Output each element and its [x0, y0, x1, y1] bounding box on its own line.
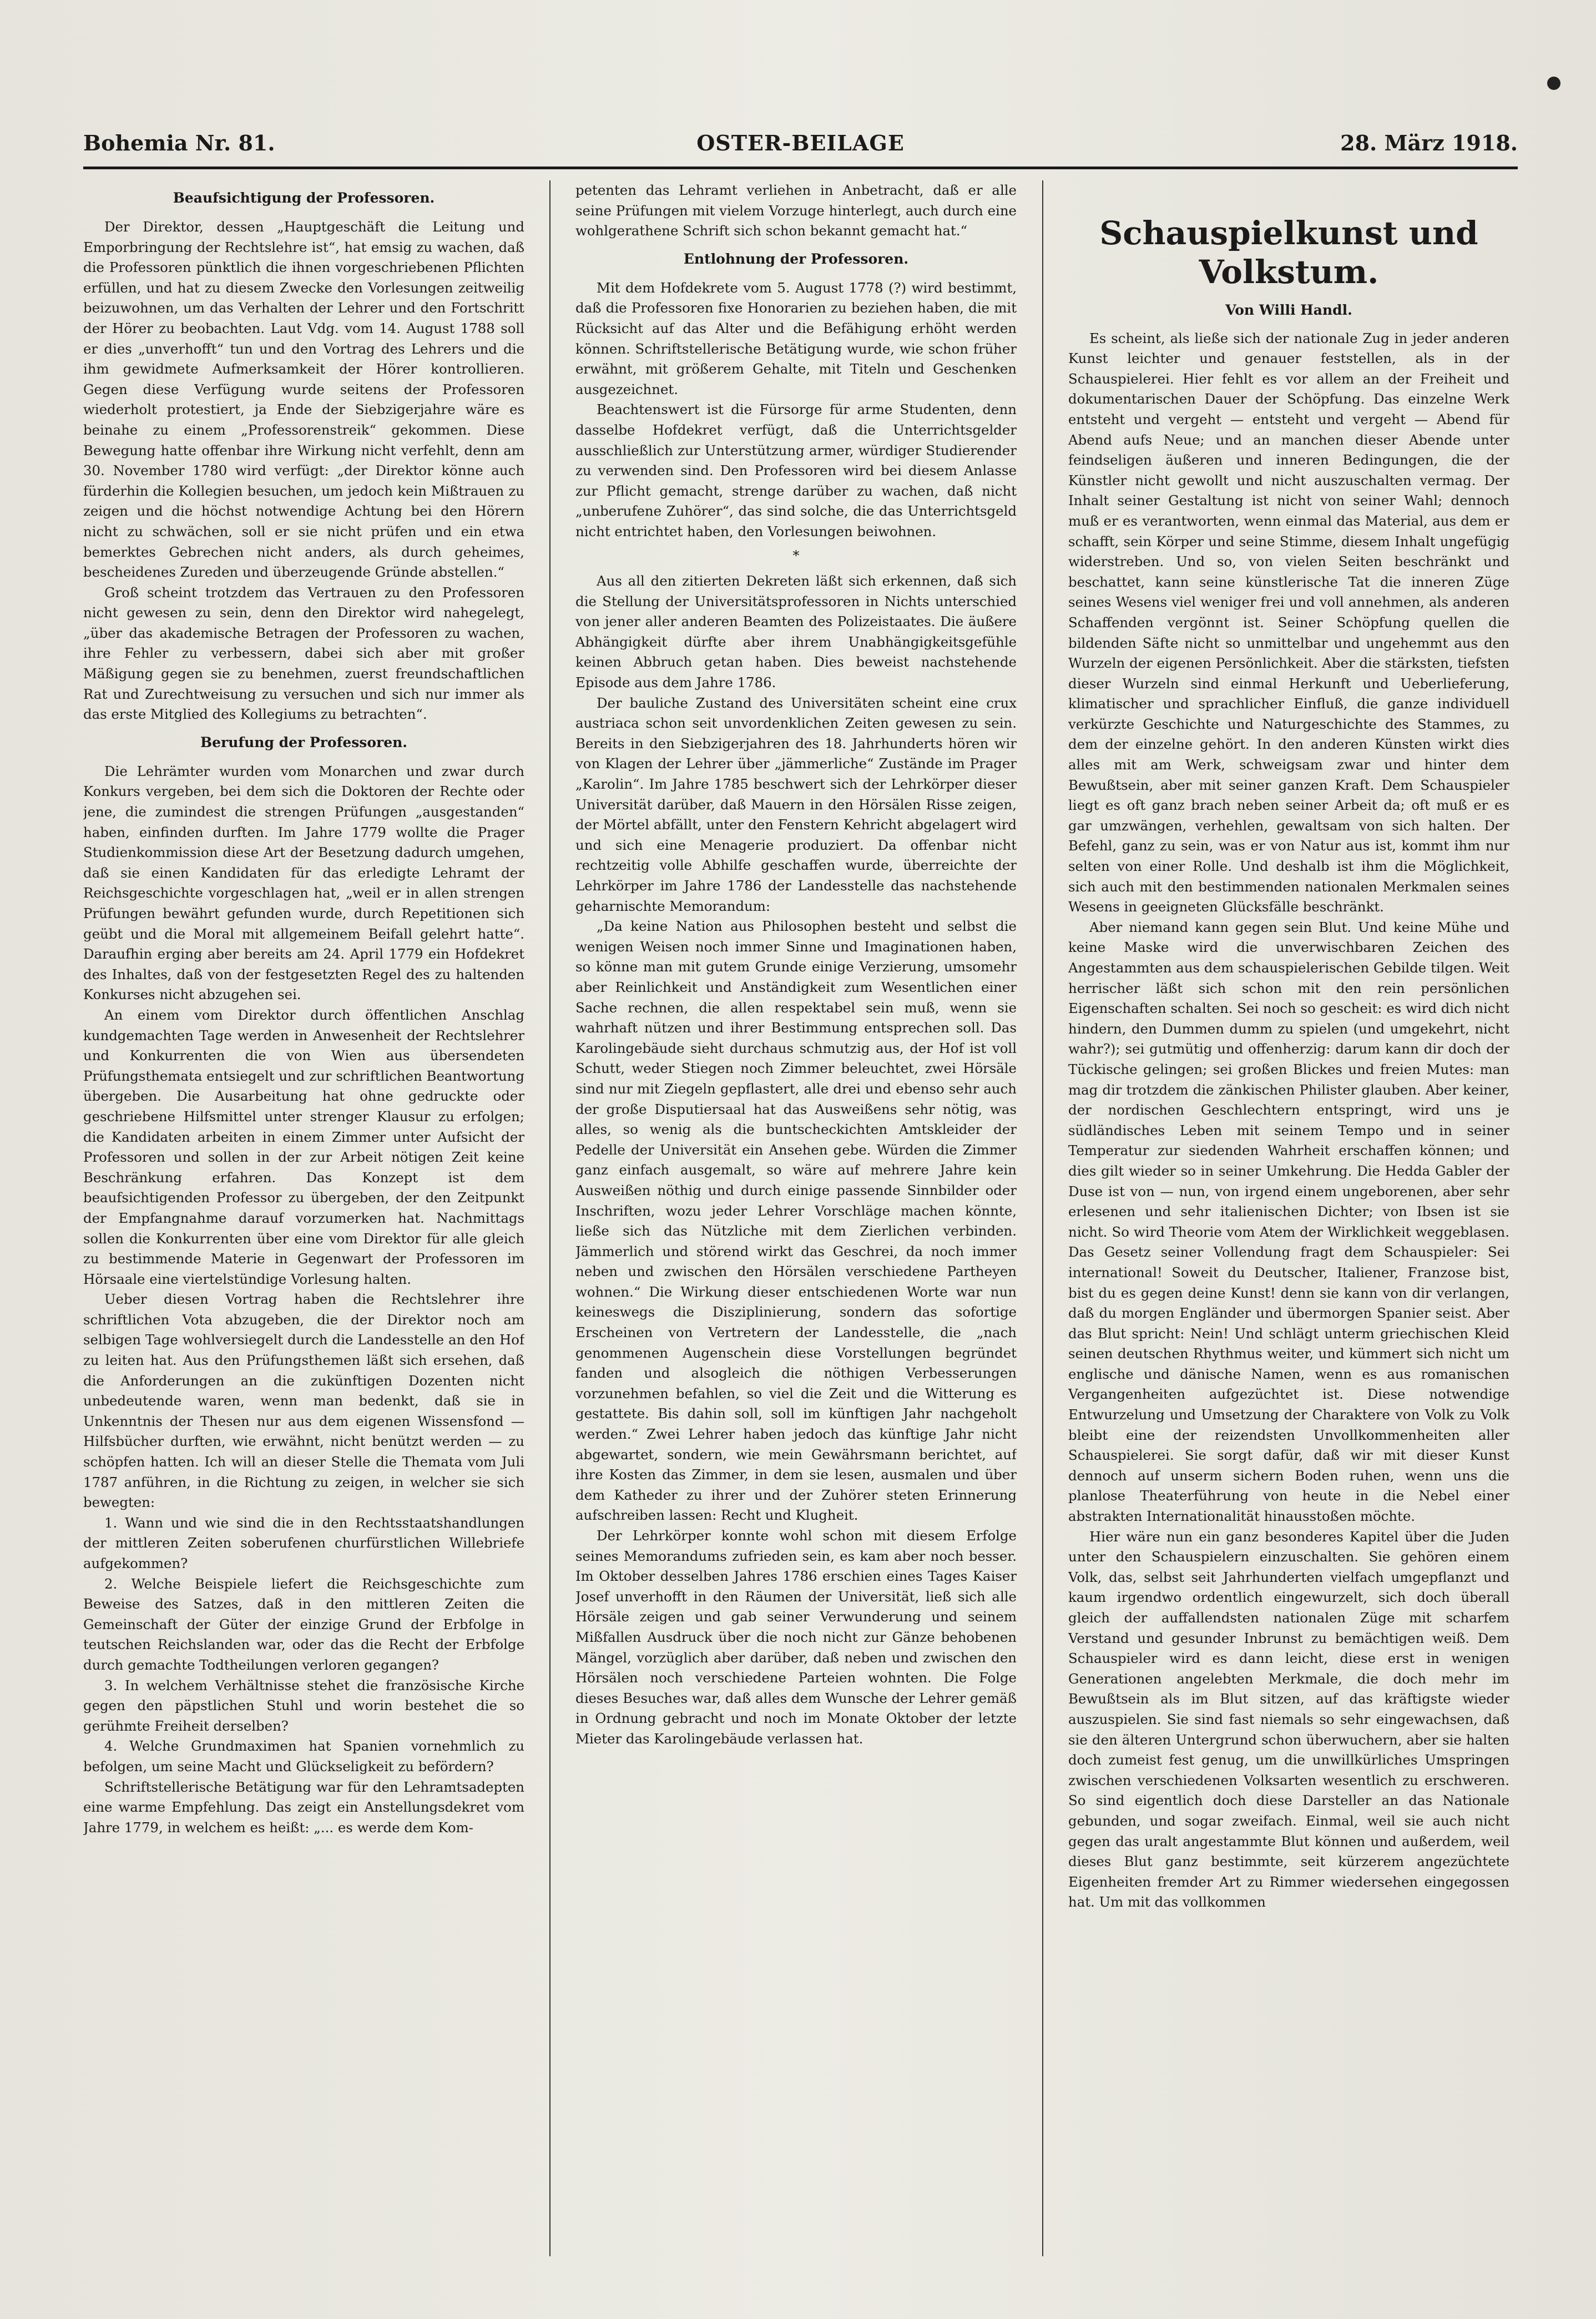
issue-number: Bohemia Nr. 81. [83, 130, 275, 155]
paragraph: Der Direktor, dessen „Hauptgeschäft die Leitung und Emporbringung der Rechtslehre ist“, hat emsig zu wachen, daß die Professoren pünktlich die ihnen vorgeschriebenen Pflichten erfüllen, und hat zu diesem Zwecke den Vorlesungen zeitweilig beizuwohnen, um das Verhalten der Lehrer und den Fortschritt der Hörer zu beobachten. Laut Vdg. vom 14. August 1788 soll er dies „unverhofft“ tun und den Vortrag des Lehrers und die ihm gewidmete Aufmerksamkeit der Hörer kontrollieren. Gegen diese Verfügung wurde seitens der Professoren wiederholt protestiert, ja Ende der Siebzigerjahre wäre es beinahe zu einem „Professorenstreik“ gekommen. Diese Bewegung hatte offenbar ihre Wirkung nicht verfehlt, denn am 30. November 1780 wird verfügt: „der Direktor könne auch fürderhin die Kollegien besuchen, um jedoch kein Mißtrauen zu zeigen und die höchst notwendige Achtung bei den Hörern nicht zu schwächen, soll er sie nicht prüfen und ein etwa bemerktes Gebrechen nicht anders, als durch geheimes, bescheidenes Zureden und überzeugende Gründe abstellen.“ [83, 219, 524, 581]
column-divider [1042, 180, 1043, 2256]
paragraph: An einem vom Direktor durch öffentlichen Anschlag kundgemachten Tage werden in Anwesenheit der Rechtslehrer und Konkurrenten die von Wien aus übersendeten Prüfungsthemata entsiegelt und zur schriftlichen Beantwortung übergeben. Die Ausarbeitung hat ohne gedruckte oder geschriebene Hilfsmittel unter strenger Klausur zu erfolgen; die Kandidaten arbeiten in einem Zimmer unter Aufsicht der Professoren und sollen in der zur Arbeit nötigen Zeit keine Beschränkung erfahren. Das Konzept ist dem beaufsichtigenden Professor zu übergeben, der den Zeitpunkt der Empfangnahme darauf vorzumerken hat. Nachmittags sollen die Konkurrenten über eine vom Direktor für alle gleich zu bestimmende Materie in Gegenwart der Professoren im Hörsaale eine viertelstündige Vorlesung halten. [83, 1006, 524, 1287]
article-title: Schauspielkunst und Volkstum. [1099, 214, 1478, 291]
quotation: „Da keine Nation aus Philosophen besteht und selbst die wenigen Weisen noch immer Sinne und Imaginationen haben, so könne man mit gutem Grunde einige Verzierung, umsomehr aber Reinlichkeit und Anständigkeit zum Wesentlichen einer Sache rechnen, die allen respektabel sein muß, wenn sie wahrhaft nützen und ihrer Bestimmung entsprechen soll. Das Karolingebäude sieht durchaus schmutzig aus, der Hof ist voll Schutt, weder Stiegen noch Zimmer beleuchtet, zwei Hörsäle sind nur mit Ziegeln gepflastert, alle drei und ebenso sehr auch der große Disputiersaal hat das Ausweißens sehr nötig, was alles, so wenig als die buntscheckichten Amtskleider der Pedelle der Universität ein Ansehen gebe. Würden die Zimmer ganz einfach ausgemalt, so wäre auf mehrere Jahre kein Ausweißen nöthig und durch einige passende Sinnbilder oder Inschriften, wozu jeder Lehrer Vorschläge machen könnte, ließe sich das Nützliche mit dem Zierlichen verbinden. Jämmerlich und störend wirkt das Geschrei, da noch immer neben und zwischen den Hörsälen verschiedene Partheyen wohnen.“ Die Wirkung dieser entschiedenen Worte war nun keineswegs die Disziplinierung, sondern das sofortige Erscheinen von Vertretern der Landesstelle, die „nach genommenen Augenschein diese Vorstellungen begründet fanden und alsogleich die nöthigen Verbesserungen vorzunehmen befahlen, so viel die Zeit und die Witterung es gestattete. Bis dahin soll, soll im künftigen Jahr nachgeholt werden.“ Zwei Lehrer haben jedoch das künftige Jahr nicht abgewartet, sondern, wie mein Gewährsmann berichtet, auf ihre Kosten das Zimmer, in dem sie lesen, ausmalen und über dem Katheder zu ihrer und der Zuhörer steten Erinnerung aufschreiben lassen: Recht und Klugheit. [575, 918, 1017, 1524]
column-right [1068, 180, 1509, 2256]
paragraph: Beachtenswert ist die Fürsorge für arme Studenten, denn dasselbe Hofdekret verfügt, daß die Unterrichtsgelder ausschließlich zur Unterstützung armer, würdiger Studierender zu verwenden sind. Den Professoren wird bei diesem Anlasse zur Pflicht gemacht, strenge darüber zu wachen, daß nicht „unberufene Zuhörer“, das sind solche, die das Unterrichtsgeld nicht entrichtet haben, den Vorlesungen beiwohnen. [575, 401, 1017, 540]
paragraph: Der bauliche Zustand des Universitäten scheint eine crux austriaca schon seit unvordenklichen Zeiten gewesen zu sein. Bereits in den Siebzigerjahren des 18. Jahrhunderts hören wir von Klagen der Lehrer über „jämmerliche“ Zustände im Prager „Karolin“. Im Jahre 1785 beschwert sich der Lehrkörper dieser Universität darüber, daß Mauern in den Hörsälen Risse zeigen, der Mörtel abfällt, unter den Fenstern Kehricht abgelagert wird und sich eine Menagerie produziert. Da offenbar nicht rechtzeitig volle Abhilfe geschaffen wurde, überreichte der Lehrkörper im Jahre 1786 der Landesstelle das nachstehende geharnischte Memorandum: [575, 694, 1017, 914]
issue-date: 28. März 1918. [1340, 130, 1518, 155]
section-separator: * [792, 547, 800, 563]
page-header [83, 125, 1518, 169]
paragraph: Mit dem Hofdekrete vom 5. August 1778 (?) wird bestimmt, daß die Professoren fixe Honorarien zu beziehen haben, die mit Rücksicht auf das Alter und die Befähigung erhöht werden können. Schriftstellerische Betätigung wurde, wie schon früher erwähnt, mit größerem Gehalte, mit Titeln und Geschenken ausgezeichnet. [575, 279, 1017, 397]
section-heading: Beaufsichtigung der Professoren. [173, 190, 435, 206]
paragraph: Es scheint, als ließe sich der nationale Zug in jeder anderen Kunst leichter und genauer feststellen, als in der Schauspielerei. Hier fehlt es vor allem an der Freiheit und dokumentarischen Dauer der Schöpfung. Das einzelne Werk entsteht und vergeht — entsteht und vergeht — Abend für Abend aufs Neue; und an manchen dieser Abende unter feindseligen äußeren und inneren Bedingungen, die der Künstler nicht gewollt und nicht auszuschalten vermag. Der Inhalt seiner Gestaltung ist nicht von seiner Wahl; dennoch muß er es verantworten, wenn einmal das Material, aus dem er schafft, sein Körper und seine Stimme, diesem Inhalt ungefügig widerstreben. Und so, von vielen Seiten beschränkt und beschattet, kann seine künstlerische Tat die inneren Züge seines Wesens viel weniger frei und voll annehmen, als anderen Schaffenden vergönnt ist. Seiner Schöpfung quellen die bildenden Säfte nicht so unmittelbar und ungehemmt aus den Wurzeln der eigenen Persönlichkeit. Aber die stärksten, tiefsten dieser Wurzeln sind einmal Herkunft und Ueberlieferung, klimatischer und sprachlicher Einfluß, die ganze individuell verkürzte Geschichte und Naturgeschichte des Stammes, zu dem der einzelne gehört. In den anderen Künsten wirkt dies alles mit am Werk, schweigsam zwar und hinter dem Bewußtsein, aber mit seiner ganzen Kraft. Dem Schauspieler liegt es oft ganz brach neben seiner Arbeit da; oft muß er es gar umzwängen, verhehlen, gewaltsam von sich halten. Der Befehl, ganz zu sein, was er von Natur aus ist, kommt ihm nur selten von einer Rolle. Und deshalb ist ihm die Möglichkeit, sich auch mit den bestimmenden nationalen Merkmalen seines Wesens in geeigneten Glücksfälle beschränkt. [1068, 330, 1509, 915]
paragraph: Aus all den zitierten Dekreten läßt sich erkennen, daß sich die Stellung der Universitätsprofessoren in Nichts unterschied von jener aller anderen Beamten des Polizeistaates. Die äußere Abhängigkeit dürfte aber ihrem Unabhängigkeitsgefühle keinen Abbruch getan haben. Dies beweist nachstehende Episode aus dem Jahre 1786. [575, 573, 1017, 691]
list-item: 1. Wann und wie sind die in den Rechtsstaatshandlungen der mittleren Zeiten soberufenen churfürstlichen Willebriefe aufgekommen? [83, 1514, 524, 1571]
list-item: 2. Welche Beispiele liefert die Reichsgeschichte zum Beweise des Satzes, daß in den mittleren Zeiten die Gemeinschaft der Güter der einzige Grund der Erbfolge in teutschen Reichslanden war, oder das die Recht der Erbfolge durch gemachte Todtheilungen verloren gegangen? [83, 1575, 524, 1673]
column-left [83, 180, 524, 2256]
ink-speck [1547, 77, 1560, 90]
column-middle [575, 180, 1017, 2256]
paragraph: Hier wäre nun ein ganz besonderes Kapitel über die Juden unter den Schauspielern einzuschalten. Sie gehören einem Volk, das, selbst seit Jahrhunderten vielfach umgepflanzt und kaum irgendwo ordentlich eingewurzelt, sich doch überall gleich der auffallendsten nationalen Züge mit scharfem Verstand und gesunder Inbrunst zu bemächtigen weiß. Dem Schauspieler wird es dann leicht, diese erst in wenigen Generationen angelebten Merkmale, die doch mehr im Bewußtsein als im Blut sitzen, auf das kräftigste wieder auszuspielen. Sie sind fast niemals so sehr eingewachsen, daß sie den älteren Untergrund schon überwuchern, aber sie halten doch zumeist fest genug, um die unwillkürliches Umspringen zwischen verschiedenen Volksarten wesentlich zu erschweren. So sind eigentlich doch diese Darsteller an das Nationale gebunden, und sogar zweifach. Einmal, weil sie auch nicht gegen das uralt angestammte Blut können und außerdem, weil dieses Blut ganz bestimmte, seit kürzerem angezüchtete Eigenheiten fremder Art zu Rimmer wiedersehen eingegossen hat. Um mit das vollkommen [1068, 1528, 1509, 1910]
list-item: 4. Welche Grundmaximen hat Spanien vornehmlich zu befolgen, um seine Macht und Glückseligkeit zu befördern? [83, 1738, 524, 1774]
paragraph: Groß scheint trotzdem das Vertrauen zu den Professoren nicht gewesen zu sein, denn den Direktor wird nahegelegt, „über das akademische Betragen der Professoren zu wachen, ihre Fehler zu verbessern, dabei sich aber mit großer Mäßigung gegen sie zu benehmen, zuerst freundschaftlichen Rat und Zurechtweisung zu versuchen und sich nur immer als das erste Mitglied des Kollegiums zu betrachten“. [83, 584, 524, 723]
section-heading: Berufung der Professoren. [200, 734, 408, 750]
paragraph: petenten das Lehramt verliehen in Anbetracht, daß er alle seine Prüfungen mit vielem Vorzuge hinterlegt, auch durch eine wohlgerathene Schrift sich schon bekannt gemacht hat.“ [575, 182, 1017, 239]
paragraph: Ueber diesen Vortrag haben die Rechtslehrer ihre schriftlichen Vota abzugeben, die der Direktor noch am selbigen Tage wohlversiegelt durch die Landesstelle an den Hof zu leiten hat. Aus den Prüfungsthemen läßt sich ersehen, daß die Anforderungen an die zukünftigen Dozenten nicht unbedeutende waren, wenn man bedenkt, daß sie in Unkenntnis der Thesen nur aus dem eigenen Wissensfond — Hilfsbücher durften, wie erwähnt, nicht benützt werden — zu schöpfen hatten. Ich will an dieser Stelle die Themata vom Juli 1787 anführen, in die Richtung zu zeigen, in welcher sie sich bewegten: [83, 1291, 524, 1511]
paragraph: Schriftstellerische Betätigung war für den Lehramtsadepten eine warme Empfehlung. Das zeigt ein Anstellungsdekret vom Jahre 1779, in welchem es heißt: „... es werde dem Kom- [83, 1778, 524, 1836]
article-byline: Von Willi Handl. [1225, 302, 1352, 318]
section-heading: Entlohnung der Professoren. [683, 250, 909, 267]
paragraph: Die Lehrämter wurden vom Monarchen und zwar durch Konkurs vergeben, bei dem sich die Doktoren der Rechte oder jene, die zumindest die strengen Prüfungen „ausgestanden“ haben, einfinden durften. Im Jahre 1779 wollte die Prager Studienkommission diese Art der Besetzung dadurch umgehen, daß sie einen Kandidaten für das erledigte Lehramt der Reichsgeschichte vorgeschlagen hat, „weil er in allen strengen Prüfungen bewährt gefunden wurde, durch Repetitionen sich geübt und die Moral mit allgemeinem Beifall gelehrt hatte“. Daraufhin erging aber bereits am 24. April 1779 ein Hofdekret des Inhaltes, daß von der festgesetzten Regel des zu haltenden Konkurses nicht abzugehen sei. [83, 763, 524, 1003]
paragraph: Aber niemand kann gegen sein Blut. Und keine Mühe und keine Maske wird die unverwischbaren Zeichen des Angestammten aus dem schauspielerischen Gebilde tilgen. Weit herrischer läßt sich schon mit den rein persönlichen Eigenschaften schalten. Sei noch so gescheit: es wird dich nicht hindern, den Dummen dumm zu spielen (und umgekehrt, nicht wahr?); sei gutmütig und offenherzig: darum kann dir doch der Tückische gelingen; sei großen Blickes und freien Mutes: man mag dir trotzdem die zänkischen Philister glauben. Aber keiner, der nordischen Geschlechtern entspringt, wird uns je südländisches Leben mit seinem Tempo und in seiner Temperatur zur siedenden Wahrheit erschaffen können; und dies gilt wieder so in seiner Umkehrung. Die Hedda Gabler der Duse ist von — nun, von irgend einem ungeborenen, aber sehr erlesenen und sehr italienischen Dichter; von Ibsen ist sie nicht. So wird Theorie vom Atem der Wirklichkeit weggeblasen. Das Gesetz seiner Vollendung fragt dem Schauspieler: Sei international! Soweit du Deutscher, Italiener, Franzose bist, bist du es gegen deine Kunst! denn sie kann von dir verlangen, daß du morgen Engländer und übermorgen Spanier seist. Aber das Blut spricht: Nein! Und schlägt unterm griechischen Kleid seinen deutschen Rhythmus weiter, und kümmert sich nicht um englische und dänische Namen, wenn es aus romanischen Vergangenheiten aufgezüchtet ist. Diese notwendige Entwurzelung und Umsetzung der Charaktere von Volk zu Volk bleibt eine der reizendsten Unvollkommenheiten aller Schauspielerei. Sie sorgt dafür, daß wir mit dieser Kunst dennoch auf unserm sichern Boden ruhen, wenn uns die planlose Theaterführung von heute in die Nebel einer abstrakten Internationalität hinausstoßen möchte. [1068, 919, 1509, 1525]
column-divider [549, 180, 550, 2256]
header-rule [83, 167, 1518, 169]
supplement-title: OSTER-BEILAGE [696, 130, 905, 155]
list-item: 3. In welchem Verhältnisse stehet die französische Kirche gegen den päpstlichen Stuhl und worin bestehet die so gerühmte Freiheit derselben? [83, 1677, 524, 1734]
paragraph: Der Lehrkörper konnte wohl schon mit diesem Erfolge seines Memorandums zufrieden sein, es kam aber noch besser. Im Oktober desselben Jahres 1786 erschien eines Tages Kaiser Josef unverhofft in den Räumen der Universität, ließ sich alle Hörsäle zeigen und gab seiner Verwunderung und seinem Mißfallen Ausdruck über die noch nicht zur Gänze behobenen Mängel, vorzüglich aber darüber, daß neben und zwischen den Hörsälen noch verschiedene Parteien wohnten. Die Folge dieses Besuches war, daß alles dem Wunsche der Lehrer gemäß in Ordnung gebracht und noch im Monate Oktober der letzte Mieter das Karolingebäude verlassen hat. [575, 1527, 1017, 1747]
